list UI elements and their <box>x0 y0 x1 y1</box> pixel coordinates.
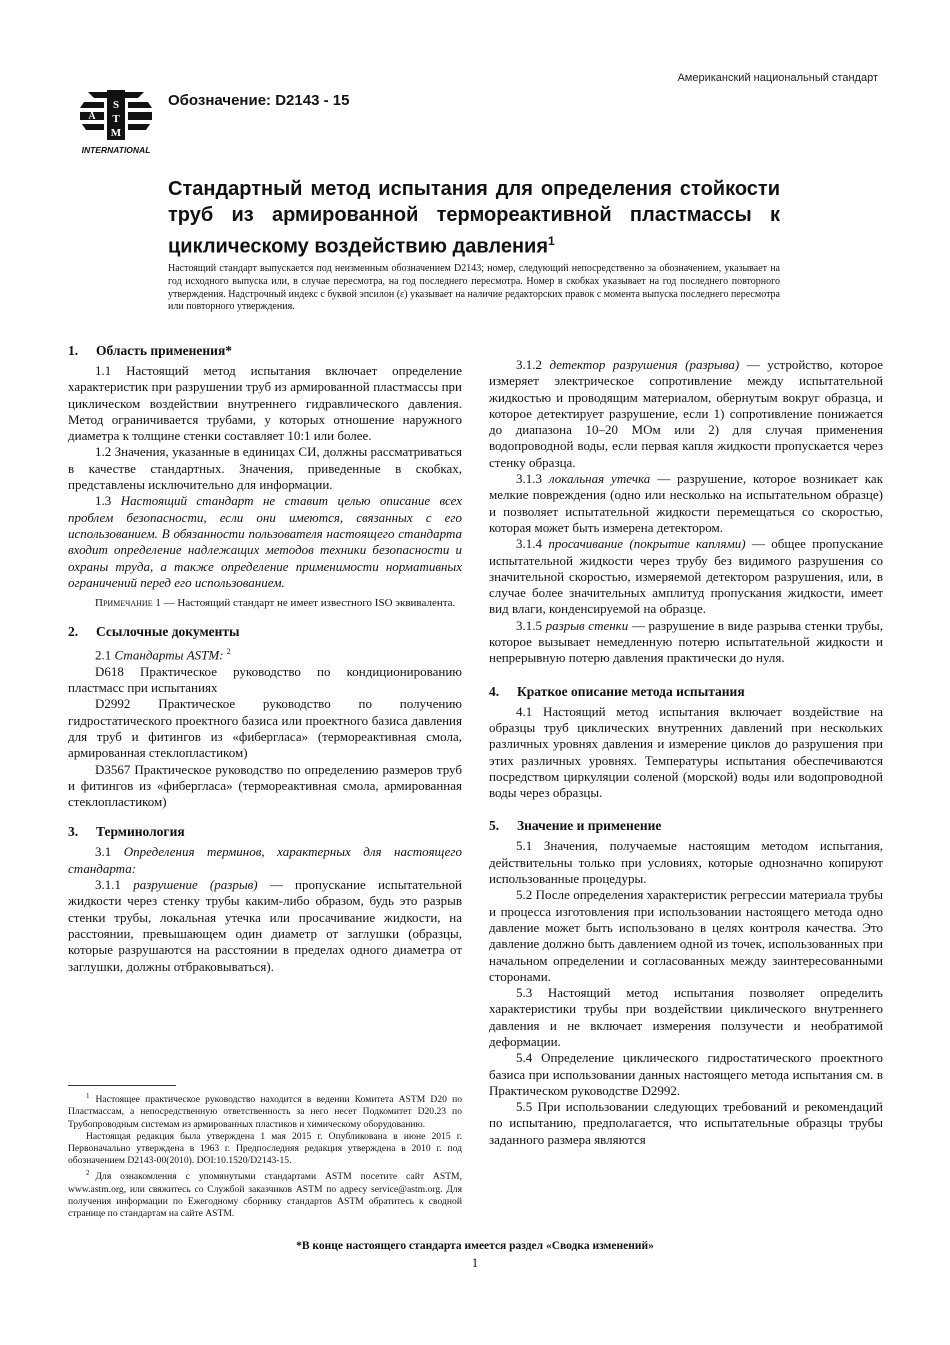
paragraph-1-2: 1.2 Значения, указанные в единицах СИ, должны рассматриваться в качестве стандартных. Значения, приведенные в скобках, представлены исключительно для информации. <box>68 444 462 493</box>
document-title <box>168 176 780 260</box>
footnote-1: $^1$ Настоящее практическое руководство находится в ведении Комитета ASTM D20 по Пластмассам, а непосредственную ответственность за него несет Подкомитет D20.23 по Трубопроводным системам из армированных пластиков и химическому оборудованию. <box>68 1092 462 1130</box>
paragraph-3-1-1: 3.1.1 разрушение (разрыв) — пропускание испытательной жидкости через стенку трубы каким-либо образом, будь это разрыв стенки трубы, локальная утечка или просачивание жидкости, на расстоянии, превышающем один диаметр от заглушки (образцы, которые разрушаются на расстоянии в пределах одного диаметра от заглушки, должны отбраковываться). <box>68 877 463 974</box>
reference-d3567: D3567 Практическое руководство по определению размеров труб и фитингов из «фибергласа» (термореактивная смола, армированная стеклопластиком) <box>68 761 462 810</box>
section-5-heading: 5. Значение и применение <box>489 818 662 834</box>
paragraph-3-1-3: 3.1.3 локальная утечка — разрушение, которое возникает как мелкие повреждения (одно или несколько на испытательном образце) и позволяет испытательной жидкости перемещаться со скоростью, которая может быть измерена детектором. <box>489 471 884 535</box>
paragraph-3-1-4: 3.1.4 просачивание (покрытие каплями) — общее пропускание испытательной жидкости через трубу без видимого разрушения со значительной скоростью, измеряемой детектором разрушения, или, в случае более значительных амплитуд пропускания жидкости, имеет вид влаги, конденсируемой на образце. <box>489 536 883 617</box>
paragraph-5-2: 5.2 После определения характеристик регрессии материала трубы и процесса изготовления при использовании настоящего метода одно давление может быть использовано в целях контроля качества. Это давление должно быть давлением одной из точек, использованных при начальном определении и согласованных между заинтересованными сторонами. <box>489 887 883 984</box>
reference-d2992: D2992 Практическое руководство по получению гидростатического проектного базиса или проектного базиса давления для труб и фитингов из «фибергласа» (термореактивная смола, армированная стеклопластиком) <box>68 696 462 761</box>
section-1-heading: 1. Область применения* <box>68 343 233 358</box>
paragraph-2-1: 2.1 Стандарты ASTM: $^2$ <box>95 647 231 663</box>
svg-text:M: M <box>110 127 122 139</box>
paragraph-5-5: 5.5 При использовании следующих требований и рекомендаций по испытанию, предполагается, что испытательные образцы трубы заданного размера являются <box>489 1099 883 1147</box>
paragraph-1-1: 1.1 Настоящий метод испытания включает определение характеристик при разрушении труб из армированной пластмассы при циклическом воздействии внутреннего гидравлического давления. Метод ограничивается трубами, у которых отношение наружного диаметра к толщине стенки составляет 10:1 или более. <box>68 363 462 444</box>
svg-text:INTERNATIONAL: INTERNATIONAL <box>81 145 151 155</box>
astm-logo <box>74 86 158 158</box>
section-2-heading: 2. Ссылочные документы <box>68 624 240 640</box>
paragraph-5-4: 5.4 Определение циклического гидростатического проектного базиса при использовании данных настоящего метода испытания см. в Практическом руководстве D2992. <box>489 1050 883 1098</box>
footnote-1-continued: Настоящая редакция была утверждена 1 мая 2015 г. Опубликована в июне 2015 г. Первоначально утверждена в 1963 г. Предпоследняя редакция утверждена в 2010 г. под обозначением D2143-00(2010). DOI:10.1520/D2143-15. <box>68 1130 462 1167</box>
section-4-heading: 4. Краткое описание метода испытания <box>489 683 745 699</box>
paragraph-5-1: 5.1 Значения, получаемые настоящим методом испытания, действительны только при условиях, которые однозначно копируют использованные процедуры. <box>489 838 883 887</box>
title-footnote-mark: 1 <box>548 234 555 248</box>
page-number: 1 <box>471 1255 479 1270</box>
note-1: Примечание 1 — Настоящий стандарт не имеет известного ISO эквивалента. <box>95 597 456 610</box>
paragraph-5-3: 5.3 Настоящий метод испытания позволяет определить характеристики трубы при воздействии циклического внутреннего давления и не включает измерения ползучести и необратимой деформации. <box>489 985 883 1049</box>
svg-text:A: A <box>88 111 96 122</box>
paragraph-1-3: 1.3 Настоящий стандарт не ставит целью описание всех проблем безопасности, если они имеются, связанных с его использованием. В обязанности пользователя настоящего стандарта входит определение надлежащих методов техники безопасности и охраны труда, а также определение применимости нормативных ограничений перед его использованием. <box>68 493 462 590</box>
paragraph-3-1-2: 3.1.2 детектор разрушения (разрыва) — устройство, которое измеряет электрическое сопротивление между испытательной жидкостью и проводящим материалом, обернутым вокруг образца, и которое детектирует разрушение, если 1) сопротивление понижается до диапазона 10–20 МОм или 2) для случая применения водопроводной воды, если первая капля жидкости пропускается через стенку образца. <box>489 357 884 470</box>
svg-text:T: T <box>112 113 120 125</box>
paragraph-3-1: 3.1 Определения терминов, характерных для настоящего стандарта: <box>68 844 463 876</box>
section-3-heading: 3. Терминология <box>68 824 185 840</box>
title-text: Стандартный метод испытания для определения стойкости труб из армированной термореактивной пластмассы к циклическому воздействию давления <box>168 178 780 258</box>
left-column <box>68 342 462 975</box>
footnote-2: $^2$ Для ознакомления с упомянутыми стандартами ASTM посетите сайт ASTM, www.astm.org, или свяжитесь со Службой заказчиков ASTM по адресу service@astm.org. Для получения информации по Ежегодному сборнику стандартов ASTM обратитесь к сводной странице по стандартам на сайте ASTM. <box>68 1169 462 1220</box>
summary-of-changes-note: *В конце настоящего стандарта имеется раздел «Сводка изменений» <box>296 1240 654 1252</box>
paragraph-4-1: 4.1 Настоящий метод испытания включает воздействие на образцы труб циклических внутренних давлений при нескольких различных уровнях давления и измерение циклов до разрушения при этих различных уровнях. Температуры испытания обеспечиваются посредством циркуляции соленой (морской) воды или водопроводной воды через образцы. <box>489 703 883 801</box>
intro-paragraph: Настоящий стандарт выпускается под неизменным обозначением D2143; номер, следующий непосредственно за обозначением, указывает на год исходного выпуска или, в случае пересмотра, на год последнего пересмотра. Номер в скобках указывает на год последнего повторного утверждения. Надстрочный индекс с буквой эпсилон (ε) указывает на наличие редакторских правок с момента выпуска последнего пересмотра или повторного утверждения. <box>168 263 780 313</box>
footnote-divider <box>68 1085 176 1086</box>
astm-logo-icon <box>74 86 158 158</box>
right-column <box>489 357 883 1148</box>
svg-text:S: S <box>112 99 120 111</box>
designation: Обозначение: D2143 - 15 <box>168 92 350 109</box>
footnotes <box>68 1090 462 1220</box>
paragraph-3-1-5: 3.1.5 разрыв стенки — разрушение в виде разрыва стенки трубы, которое вызывает немедленную потерю испытательной жидкости и непрерывную потерю давления практически до нуля. <box>489 617 883 666</box>
standard-type-note: Американский национальный стандарт <box>677 72 878 84</box>
reference-d618: D618 Практическое руководство по кондиционированию пластмасс при испытаниях <box>68 663 462 696</box>
